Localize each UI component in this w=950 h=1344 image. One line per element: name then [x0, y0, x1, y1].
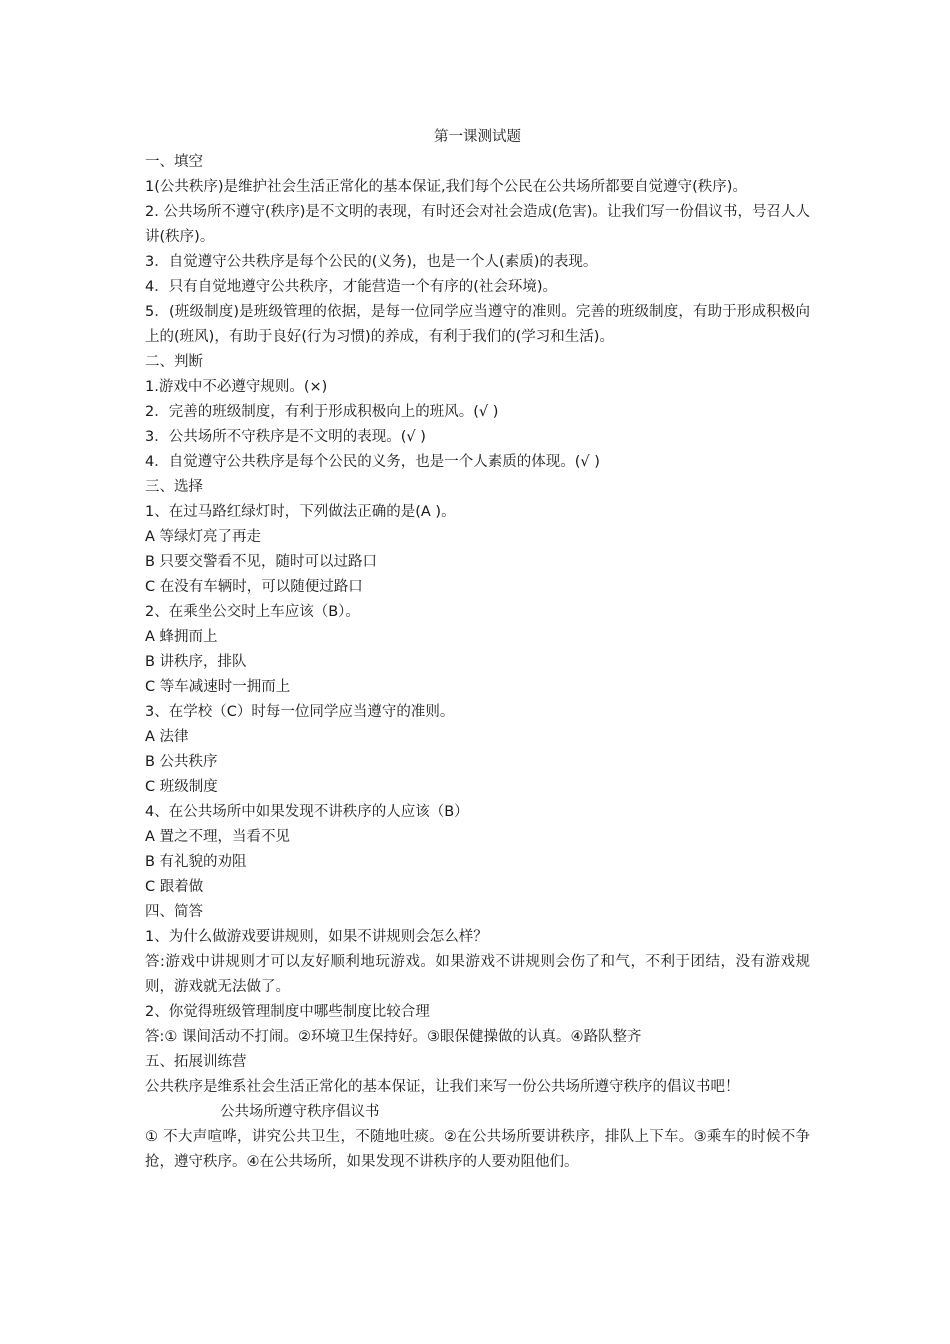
short-answer-answer-2: 答:① 课间活动不打闹。②环境卫生保持好。③眼保健操做的认真。④路队整齐 — [145, 1029, 642, 1045]
choice-option: C 在没有车辆时，可以随便过路口 — [145, 579, 363, 595]
judgement-item-4: 4．自觉遵守公共秩序是每个公民的义务，也是一个人素质的体现。(√ ) — [145, 454, 600, 470]
fill-blank-q3: 3．自觉遵守公共秩序是每个公民的(义务)，也是一个人(素质)的表现。 — [145, 254, 598, 270]
document-body — [145, 125, 810, 1175]
fill-blank-q4: 4．只有自觉地遵守公共秩序，才能营造一个有序的(社会环境)。 — [145, 279, 558, 295]
section-heading-choice: 三、选择 — [145, 479, 203, 495]
extension-intro: 公共秩序是维系社会生活正常化的基本保证，让我们来写一份公共场所遵守秩序的倡议书吧！ — [145, 1079, 740, 1095]
choice-option: A 置之不理，当看不见 — [145, 829, 291, 845]
judgement-item-1: 1.游戏中不必遵守规则。(×) — [145, 379, 328, 395]
judgement-item-2: 2．完善的班级制度，有利于形成积极向上的班风。(√ ) — [145, 404, 499, 420]
choice-question-3: 3、在学校（C）时每一位同学应当遵守的准则。 — [145, 704, 455, 720]
fill-blank-q1: 1(公共秩序)是维护社会生活正常化的基本保证,我们每个公民在公共场所都要自觉遵守(秩序)。 — [145, 179, 747, 195]
choice-option: B 只要交警看不见，随时可以过路口 — [145, 554, 378, 570]
section-heading-extension: 五、拓展训练营 — [145, 1054, 247, 1070]
section-heading-short-answer: 四、简答 — [145, 904, 203, 920]
page-title: 第一课测试题 — [434, 129, 521, 145]
section-heading-judgement: 二、判断 — [145, 354, 203, 370]
choice-option: B 公共秩序 — [145, 754, 218, 770]
proposal-title: 公共场所遵守秩序倡议书 — [220, 1104, 380, 1120]
choice-question-1: 1、在过马路红绿灯时，下列做法正确的是(A )。 — [145, 504, 456, 520]
choice-option: C 跟着做 — [145, 879, 204, 895]
fill-blank-q2: 2. 公共场所不遵守(秩序)是不文明的表现，有时还会对社会造成(危害)。让我们写一份倡议书，号召人人讲(秩序)。 — [145, 204, 810, 245]
short-answer-answer-1: 答:游戏中讲规则才可以友好顺利地玩游戏。如果游戏不讲规则会伤了和气，不利于团结，没有游戏规则，游戏就无法做了。 — [145, 954, 810, 995]
short-answer-question-1: 1、为什么做游戏要讲规则，如果不讲规则会怎么样？ — [145, 929, 488, 945]
choice-option: A 法律 — [145, 729, 189, 745]
choice-question-4: 4、在公共场所中如果发现不讲秩序的人应该（B） — [145, 804, 469, 820]
choice-question-2: 2、在乘坐公交时上车应该（B）。 — [145, 604, 360, 620]
proposal-body: ① 不大声喧哗，讲究公共卫生，不随地吐痰。②在公共场所要讲秩序，排队上下车。③乘车的时候不争抢，遵守秩序。④在公共场所，如果发现不讲秩序的人要劝阻他们。 — [145, 1129, 810, 1170]
choice-option: A 蜂拥而上 — [145, 629, 218, 645]
fill-blank-q5: 5．(班级制度)是班级管理的依据，是每一位同学应当遵守的准则。完善的班级制度，有助于形成积极向上的(班风)，有助于良好(行为习惯)的养成，有利于我们的(学习和生活)。 — [145, 304, 810, 345]
choice-option: A 等绿灯亮了再走 — [145, 529, 262, 545]
choice-option: B 讲秩序，排队 — [145, 654, 247, 670]
short-answer-question-2: 2、你觉得班级管理制度中哪些制度比较合理 — [145, 1004, 430, 1020]
choice-option: C 等车减速时一拥而上 — [145, 679, 291, 695]
section-heading-fill-blank: 一、填空 — [145, 154, 203, 170]
judgement-item-3: 3．公共场所不守秩序是不文明的表现。(√ ) — [145, 429, 426, 445]
choice-option: C 班级制度 — [145, 779, 218, 795]
choice-option: B 有礼貌的劝阻 — [145, 854, 247, 870]
